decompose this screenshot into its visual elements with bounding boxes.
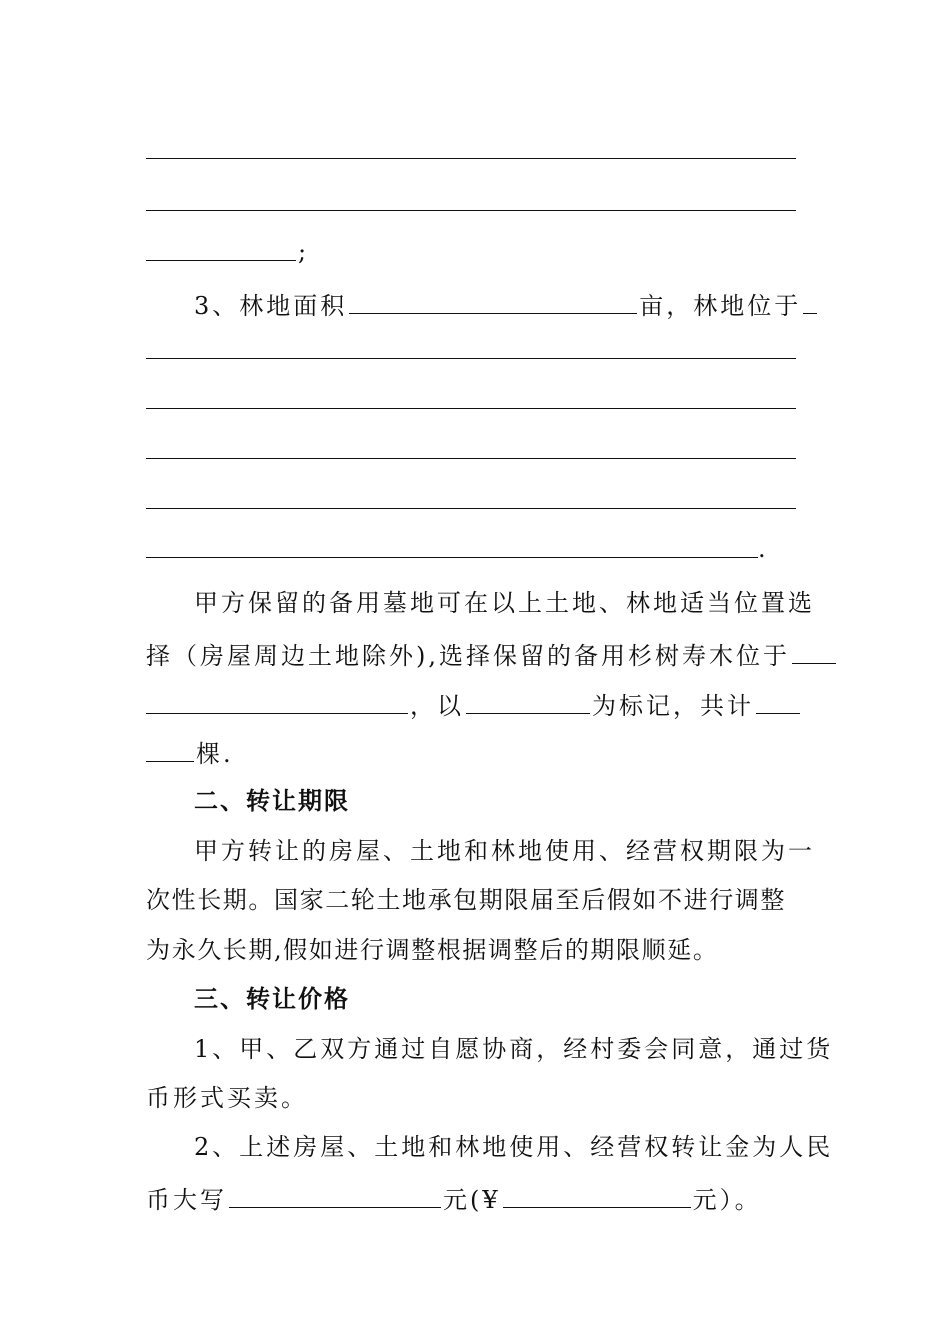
paragraph-line: 次性长期。国家二轮土地承包期限届至后假如不进行调整: [146, 886, 786, 914]
price-line: [146, 1181, 762, 1216]
tree-location-blank: [792, 637, 836, 664]
line-end-semicolon: ;: [298, 238, 310, 266]
blank-line: [146, 557, 758, 558]
forest-area-blank: [349, 287, 637, 314]
tree-count-blank: [756, 687, 800, 714]
forest-area-line: [194, 287, 819, 322]
blank-line: [146, 260, 296, 261]
paragraph-line: 1、甲、乙双方通过自愿协商，经村委会同意，通过货: [194, 1035, 834, 1063]
paragraph-line: 甲方转让的房屋、土地和林地使用、经营权期限为一: [194, 837, 815, 865]
blank-line: [146, 458, 796, 459]
reserve-paragraph-line: ，以 为标记，共计: [146, 687, 802, 722]
tree-count-blank: [146, 735, 194, 762]
price-words-blank: [229, 1181, 441, 1208]
price-figure-blank: [503, 1181, 691, 1208]
paragraph-line: 币形式买卖。: [146, 1084, 308, 1112]
reserve-paragraph-line: 棵.: [146, 735, 234, 770]
blank-line: [146, 508, 796, 509]
reserve-paragraph-line: 甲方保留的备用墓地可在以上土地、林地适当位置选: [194, 589, 815, 617]
paragraph-line: 2、上述房屋、土地和林地使用、经营权转让金为人民: [194, 1133, 834, 1161]
blank-line: [146, 358, 796, 359]
blank-line: [146, 408, 796, 409]
forest-area-label: 3、林地面积: [194, 292, 348, 320]
blank-line: [146, 210, 796, 211]
section-heading: 三、转让价格: [194, 984, 350, 1013]
forest-location-blank: [803, 287, 817, 314]
blank-line: [146, 158, 796, 159]
forest-location-label: 亩，林地位于: [639, 292, 802, 320]
price-end: 元）。: [692, 1186, 762, 1214]
section-heading: 二、转让期限: [194, 786, 350, 815]
tree-location-blank: [146, 687, 408, 714]
paragraph-line: 为永久长期,假如进行调整根据调整后的期限顺延。: [146, 936, 719, 964]
price-figure-label: 元(¥: [443, 1186, 501, 1214]
price-words-label: 币大写: [146, 1186, 227, 1214]
line-end-period: .: [758, 535, 769, 563]
marker-blank: [466, 687, 590, 714]
reserve-paragraph-line: 择（房屋周边土地除外),选择保留的备用杉树寿木位于: [146, 637, 838, 672]
